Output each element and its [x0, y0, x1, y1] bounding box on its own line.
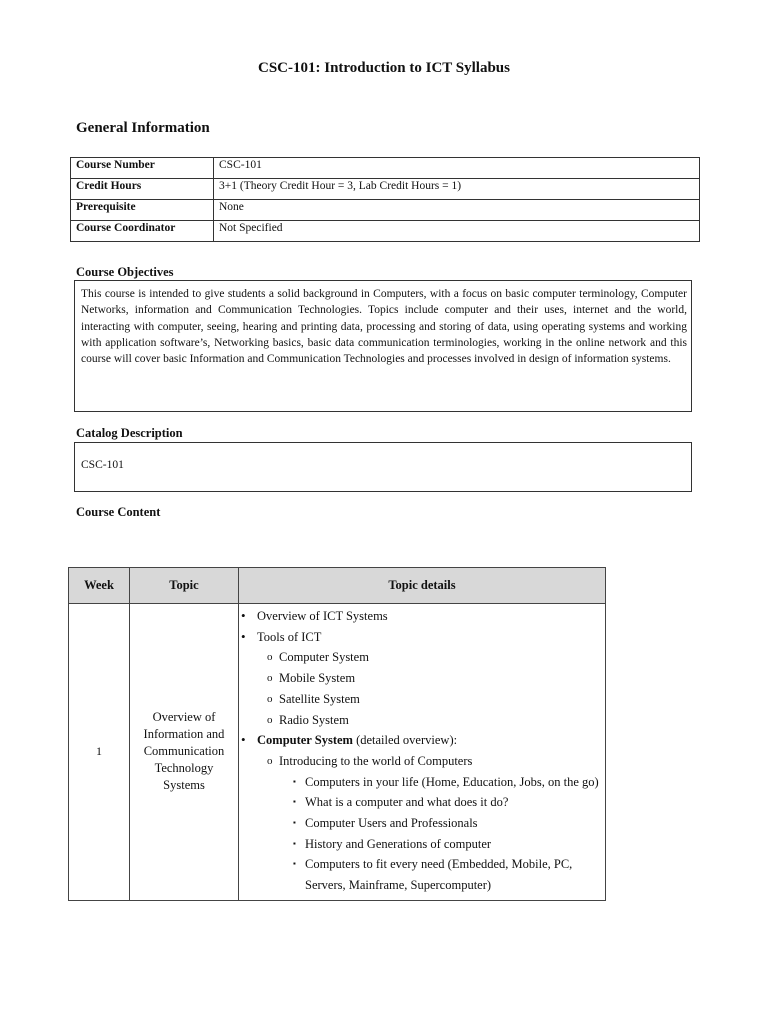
topic-details-column-header: Topic details	[239, 568, 606, 604]
square-bullet-icon: ▪	[293, 859, 296, 869]
info-label: Credit Hours	[71, 179, 214, 200]
list-item: o Satellite System	[267, 689, 601, 710]
circle-bullet-icon: o	[267, 692, 273, 705]
table-row	[69, 604, 606, 901]
tools-sublist	[257, 647, 601, 730]
general-information-table	[70, 157, 700, 242]
catalog-description-heading: Catalog Description	[76, 426, 183, 440]
week-cell: 1	[69, 604, 130, 901]
square-bullet-icon: ▪	[293, 776, 296, 786]
bullet-icon: •	[241, 628, 246, 644]
info-value: 3+1 (Theory Credit Hour = 3, Lab Credit Hours = 1)	[214, 179, 700, 200]
topic-cell: Overview of Information and Communication Technology Systems	[130, 604, 239, 901]
list-item: • Tools of ICT o Computer System o Mobile System o Satellite System o Radio System	[241, 627, 601, 731]
list-item: ▪ Computer Users and Professionals	[293, 813, 601, 834]
computers-sublist	[279, 772, 601, 896]
course-objectives-heading: Course Objectives	[76, 265, 174, 279]
info-label: Prerequisite	[71, 200, 214, 221]
topic-details-cell	[239, 604, 606, 901]
table-row	[71, 179, 700, 200]
square-bullet-icon: ▪	[293, 797, 296, 807]
week-column-header: Week	[69, 568, 130, 604]
course-content-heading: Course Content	[76, 505, 161, 519]
list-item: o Computer System	[267, 647, 601, 668]
list-item: o Mobile System	[267, 668, 601, 689]
info-value: CSC-101	[214, 158, 700, 179]
list-item: o Radio System	[267, 710, 601, 731]
page-title: CSC-101: Introduction to ICT Syllabus	[257, 60, 510, 76]
bullet-icon: •	[241, 608, 246, 623]
list-item: ▪ What is a computer and what does it do?	[293, 792, 601, 813]
catalog-description-box: CSC-101	[74, 442, 692, 492]
list-item: ▪ History and Generations of computer	[293, 834, 601, 855]
course-content-table	[68, 567, 606, 901]
circle-bullet-icon: o	[267, 651, 273, 664]
table-row	[71, 221, 700, 242]
list-item: ▪ Computers to fit every need (Embedded, Mobile, PC, Servers, Mainframe, Supercomputer)	[293, 854, 601, 895]
table-row	[71, 158, 700, 179]
course-objectives-box: This course is intended to give students a solid background in Computers, with a focus on basic computer terminology, Computer Networks, information and Communication Technologies. Topics include computer and their uses, internet and the world, interacting with computer, seeing, hearing and printing data, processing and storing of data, using operating systems and working with application software’s, Networking basics, basic data communication terminologies, working in the online network and this course will cover basic Information and Communication Technologies and processes involved in design of information systems.	[74, 280, 692, 412]
computer-system-sublist	[257, 751, 601, 896]
square-bullet-icon: ▪	[293, 818, 296, 828]
info-label: Course Number	[71, 158, 214, 179]
table-header-row	[69, 568, 606, 604]
list-item: • Computer System (detailed overview): o Introducing to the world of Computers ▪ Computers in your life (Home, Education, Jobs, on the go) ▪ What is a computer and what does it do? ▪ Computer Users and Professionals ▪ History and Generations of computer ▪ Computers to fit every need (Embedded, Mobile, PC, Servers, Mainframe, Supercomputer)	[241, 730, 601, 896]
list-item: • Overview of ICT Systems	[241, 606, 601, 627]
circle-bullet-icon: o	[267, 672, 273, 685]
circle-bullet-icon: o	[267, 713, 273, 726]
info-value: None	[214, 200, 700, 221]
topic-details-list	[241, 606, 601, 896]
table-row	[71, 200, 700, 221]
info-label: Course Coordinator	[71, 221, 214, 242]
topic-column-header: Topic	[130, 568, 239, 604]
square-bullet-icon: ▪	[293, 838, 296, 848]
circle-bullet-icon: o	[267, 754, 273, 767]
general-information-heading: General Information	[76, 120, 210, 136]
list-item: ▪ Computers in your life (Home, Education, Jobs, on the go)	[293, 772, 601, 793]
list-item: o Introducing to the world of Computers ▪ Computers in your life (Home, Education, Jobs, on the go) ▪ What is a computer and what does it do? ▪ Computer Users and Professionals ▪ History and Generations of computer ▪ Computers to fit every need (Embedded, Mobile, PC, Servers, Mainframe, Supercomputer)	[267, 751, 601, 896]
info-value: Not Specified	[214, 221, 700, 242]
bullet-icon: •	[241, 732, 246, 748]
